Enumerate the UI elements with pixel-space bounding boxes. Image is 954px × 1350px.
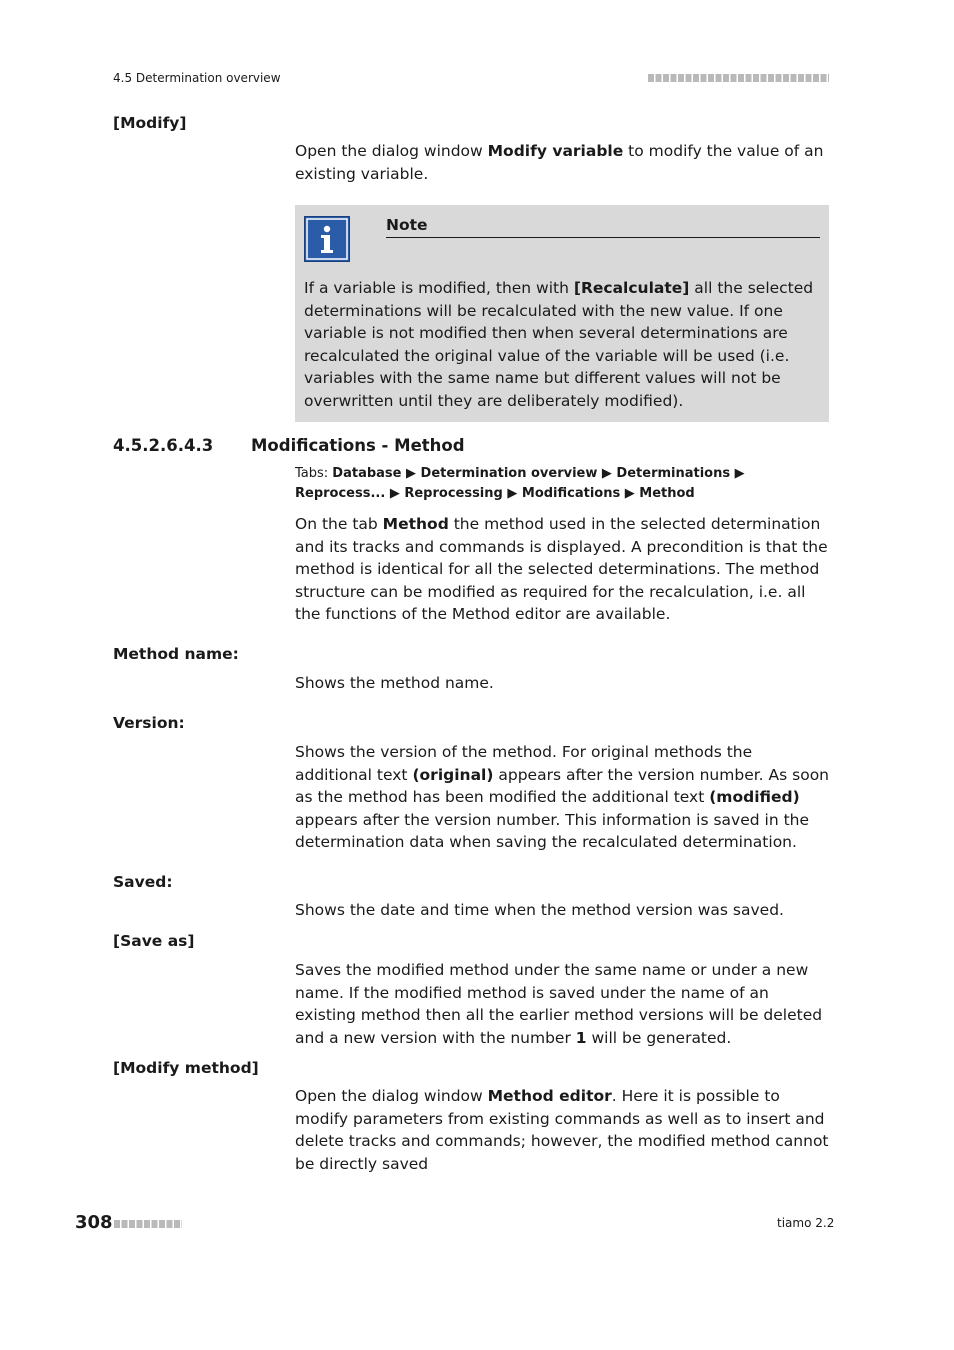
running-header-section: 4.5 Determination overview — [113, 71, 281, 85]
product-name: tiamo 2.2 — [777, 1216, 835, 1230]
saved-term: Saved: — [113, 873, 173, 891]
version-term: Version: — [113, 714, 185, 732]
modify-term: [Modify] — [113, 114, 187, 132]
save-as-description: Saves the modified method under the same name or under a new name. If the modified method is saved under the name of an existing method then all the earlier method versions will be deleted and a new version with the number 1 will be generated. — [295, 961, 823, 1047]
page-number: 308 — [75, 1212, 113, 1233]
footer-dot-bar — [114, 1220, 182, 1228]
version-description: Shows the version of the method. For original methods the additional text (original) appears after the version number. As soon as the method has been modified the additional text (modified) appears after the version number. This information is saved in the determination data when saving the recalculated determination. — [295, 743, 830, 851]
note-text: If a variable is modified, then with [Recalculate] all the selected determinations will be recalculated with the new value. If one variable is not modified then when several determinations are recalculated the original value of the variable will be used (i.e. variables with the same name but different values will not be overwritten until they are deliberately modified). — [304, 279, 814, 410]
modify-method-term: [Modify method] — [113, 1059, 259, 1077]
tabs-path: Tabs: Database ▶ Determination overview ▶ Determinations ▶ Reprocess... ▶ Reprocessing ▶ Modifications ▶ Method — [295, 466, 745, 501]
header-dot-bar — [648, 74, 829, 82]
method-name-term: Method name: — [113, 645, 239, 663]
modify-method-description: Open the dialog window Method editor. Here it is possible to modify parameters from existing commands as well as to insert and delete tracks and commands; however, the modified method cannot be directly saved — [295, 1087, 829, 1173]
section-number: 4.5.2.6.4.3 — [113, 436, 214, 455]
info-icon — [304, 216, 350, 262]
method-tab-intro: On the tab Method the method used in the selected determination and its tracks and commands is displayed. A precondition is that the method is identical for all the selected determinations. The method structure can be modified as required for the recalculation, i.e. all the functions of the Method editor are available. — [295, 515, 828, 623]
note-title-rule — [386, 237, 820, 238]
method-name-description: Shows the method name. — [295, 674, 494, 692]
modify-description: Open the dialog window Modify variable to modify the value of an existing variable. — [295, 142, 824, 183]
save-as-term: [Save as] — [113, 932, 195, 950]
saved-description: Shows the date and time when the method version was saved. — [295, 901, 784, 919]
section-title: Modifications - Method — [251, 436, 465, 455]
note-title: Note — [386, 216, 428, 234]
